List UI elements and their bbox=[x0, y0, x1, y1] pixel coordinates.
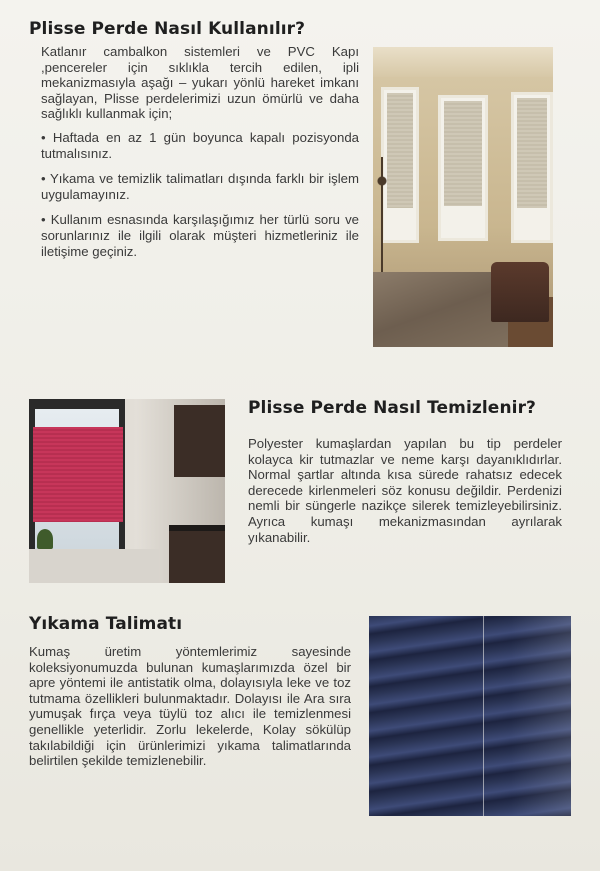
bedroom-photo bbox=[373, 47, 553, 347]
usage-bullet-list bbox=[41, 130, 359, 259]
usage-intro: Katlanır cambalkon sistemleri ve PVC Kapı ,pencereler için sıklıkla tercih edilen, ipli mekanizmasıyla aşağı – yukarı yönlü hareket imkanı sağlayan, Plisse perdelerimizi uzun ömürlü ve daha sağlıklı kullanmak için; bbox=[41, 44, 359, 122]
list-item: • Haftada en az 1 gün boyunca kapalı pozisyonda tutmalısınız. bbox=[41, 130, 359, 161]
usage-text bbox=[41, 44, 359, 269]
cleaning-text: Polyester kumaşlardan yapılan bu tip perdeler kolayca kir tutmazlar ve neme karşı dayanıklıdırlar. Normal şartlar altında kısa sürede rahatsız edecek derecede kirlenmeleri söz konusu değildir. Perdenizi nemli bir süngerle nazikçe silerek temizleyebilirsiniz. Ayrıca kumaşı mekanizmasından ayrılarak yıkanabilir. bbox=[248, 436, 562, 545]
section-title-washing: Yıkama Talimatı bbox=[29, 614, 183, 634]
list-item: • Yıkama ve temizlik talimatları dışında farklı bir işlem uygulamayınız. bbox=[41, 171, 359, 202]
section-title-usage: Plisse Perde Nasıl Kullanılır? bbox=[29, 19, 306, 39]
section-title-cleaning: Plisse Perde Nasıl Temizlenir? bbox=[248, 398, 537, 418]
pleated-blind-photo bbox=[369, 616, 571, 816]
list-item: • Kullanım esnasında karşılaşığımız her türlü soru ve sorunlarınız ile ilgili olarak müşteri hizmetleriniz ile iletişime geçiniz. bbox=[41, 212, 359, 259]
kitchen-window-photo bbox=[29, 399, 225, 583]
washing-text: Kumaş üretim yöntemlerimiz sayesinde koleksiyonumuzda bulunan kumaşlarımızda özel bir apre yöntemi ile antistatik olma, dolayısıyla leke ve toz tutmama özellikleri bulunmaktadır. Dolayısı ile Ara sıra yumuşak fırça veya tüylü toz alıcı ile temizlenmesi genellikle yeterlidir. Zorlu lekelerde, Kolay sökülüp takılabildiği için ürünlerimizi yıkama talimatlarında belirtilen şekilde temizlenebilir. bbox=[29, 644, 351, 769]
